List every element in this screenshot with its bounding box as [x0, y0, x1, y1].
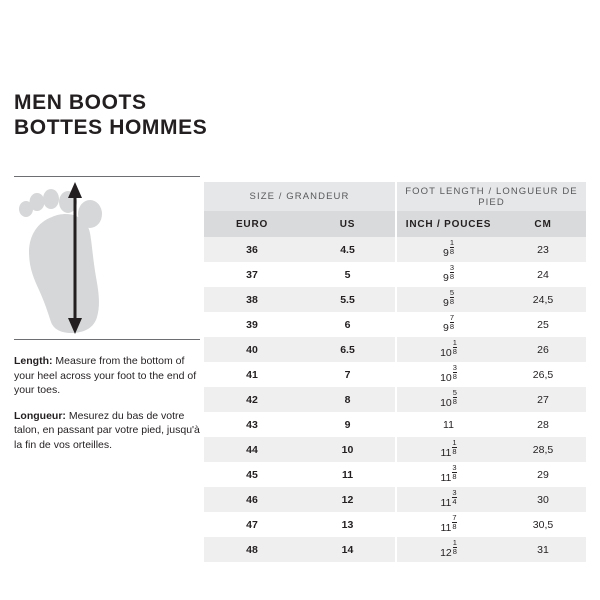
column-header-inch: INCH / POUCES	[396, 211, 500, 237]
fraction-numerator: 1	[452, 338, 457, 348]
cell-inch	[396, 337, 500, 362]
table-column-header-row	[204, 211, 586, 237]
cell-cm: 30,5	[500, 512, 586, 537]
cell-inch-whole: 11	[440, 522, 452, 535]
cell-inch	[396, 237, 500, 262]
cell-us: 6	[300, 312, 396, 337]
cell-euro: 39	[204, 312, 300, 337]
cell-inch-whole: 9	[442, 272, 449, 285]
title-line-en: MEN BOOTS	[14, 91, 147, 114]
cell-inch-fraction	[452, 489, 456, 505]
cell-inch-whole: 9	[442, 297, 449, 310]
cell-us: 9	[300, 412, 396, 437]
measurement-description	[14, 354, 200, 452]
cell-inch-fraction	[452, 464, 456, 480]
cell-inch	[396, 412, 500, 437]
description-en	[14, 354, 200, 398]
cell-inch	[396, 262, 500, 287]
fraction-denominator: 8	[449, 246, 454, 256]
cell-inch-fraction	[453, 364, 457, 380]
fraction-denominator: 8	[452, 546, 457, 556]
cell-inch-whole: 10	[440, 347, 452, 360]
cell-inch-whole: 12	[440, 547, 452, 560]
fraction-numerator: 3	[449, 263, 454, 273]
table-row	[204, 437, 586, 462]
cell-inch-fraction	[452, 514, 456, 530]
cell-cm: 25	[500, 312, 586, 337]
cell-cm: 31	[500, 537, 586, 562]
cell-us: 6.5	[300, 337, 396, 362]
cell-cm: 28	[500, 412, 586, 437]
foot-illustration-panel	[14, 176, 200, 340]
cell-euro: 40	[204, 337, 300, 362]
description-en-text: Measure from the bottom of your heel across your foot to the end of your toes.	[14, 355, 197, 396]
column-header-euro: EURO	[204, 211, 300, 237]
cell-euro: 38	[204, 287, 300, 312]
table-row	[204, 387, 586, 412]
cell-euro: 47	[204, 512, 300, 537]
fraction-denominator: 8	[452, 446, 457, 456]
cell-inch-whole: 10	[440, 397, 452, 410]
cell-inch-whole: 9	[442, 247, 449, 260]
fraction-numerator: 3	[452, 488, 457, 498]
table-row	[204, 287, 586, 312]
table-row	[204, 487, 586, 512]
cell-inch	[396, 312, 500, 337]
title-line-fr: BOTTES HOMMES	[14, 116, 208, 139]
table-row	[204, 462, 586, 487]
cell-euro: 45	[204, 462, 300, 487]
cell-euro: 46	[204, 487, 300, 512]
table-row	[204, 262, 586, 287]
cell-inch	[396, 487, 500, 512]
fraction-denominator: 8	[449, 296, 454, 306]
table-row	[204, 337, 586, 362]
cell-euro: 42	[204, 387, 300, 412]
fraction-denominator: 8	[452, 346, 457, 356]
table-group-header-row	[204, 182, 586, 211]
column-header-cm: CM	[500, 211, 586, 237]
cell-inch-whole: 11	[440, 497, 452, 510]
cell-inch	[396, 287, 500, 312]
cell-us: 5.5	[300, 287, 396, 312]
cell-inch	[396, 512, 500, 537]
fraction-numerator: 7	[452, 513, 457, 523]
cell-euro: 48	[204, 537, 300, 562]
cell-inch-fraction	[452, 439, 456, 455]
measurement-guide	[14, 176, 200, 463]
cell-cm: 26	[500, 337, 586, 362]
double-arrow-vertical-icon	[14, 176, 200, 340]
cell-inch	[396, 462, 500, 487]
cell-inch-fraction	[450, 239, 454, 255]
cell-euro: 41	[204, 362, 300, 387]
fraction-numerator: 1	[452, 538, 457, 548]
cell-euro: 37	[204, 262, 300, 287]
cell-inch	[396, 537, 500, 562]
cell-us: 5	[300, 262, 396, 287]
fraction-numerator: 1	[449, 238, 454, 248]
cell-inch-fraction	[450, 314, 454, 330]
cell-us: 10	[300, 437, 396, 462]
table-row	[204, 537, 586, 562]
cell-cm: 26,5	[500, 362, 586, 387]
fraction-numerator: 7	[449, 313, 454, 323]
cell-cm: 24,5	[500, 287, 586, 312]
fraction-numerator: 5	[452, 388, 457, 398]
cell-euro: 36	[204, 237, 300, 262]
size-table	[204, 182, 586, 562]
cell-inch-whole: 10	[440, 372, 452, 385]
fraction-numerator: 5	[449, 288, 454, 298]
group-header-size: SIZE / GRANDEUR	[204, 182, 396, 211]
cell-inch	[396, 362, 500, 387]
cell-us: 7	[300, 362, 396, 387]
column-header-us: US	[300, 211, 396, 237]
cell-inch-fraction	[453, 389, 457, 405]
cell-us: 12	[300, 487, 396, 512]
fraction-denominator: 8	[452, 471, 457, 481]
cell-inch	[396, 437, 500, 462]
cell-inch-whole: 11	[443, 418, 454, 431]
cell-euro: 43	[204, 412, 300, 437]
table-row	[204, 237, 586, 262]
cell-cm: 29	[500, 462, 586, 487]
cell-cm: 24	[500, 262, 586, 287]
fraction-denominator: 4	[452, 496, 457, 506]
cell-inch-whole: 11	[440, 447, 452, 460]
fraction-denominator: 8	[449, 271, 454, 281]
fraction-numerator: 3	[452, 363, 457, 373]
cell-us: 13	[300, 512, 396, 537]
fraction-denominator: 8	[452, 521, 457, 531]
cell-inch	[396, 387, 500, 412]
fraction-denominator: 8	[452, 371, 457, 381]
table-row	[204, 362, 586, 387]
group-header-foot-length: FOOT LENGTH / LONGUEUR DE PIED	[396, 182, 586, 211]
fraction-denominator: 8	[452, 396, 457, 406]
cell-cm: 28,5	[500, 437, 586, 462]
description-fr	[14, 409, 200, 453]
cell-cm: 23	[500, 237, 586, 262]
cell-inch-whole: 11	[440, 472, 452, 485]
description-fr-text: Mesurez du bas de votre talon, en passant par votre pied, jusqu'à la fin de vos orteilles.	[14, 409, 200, 451]
fraction-numerator: 3	[452, 463, 457, 473]
cell-cm: 30	[500, 487, 586, 512]
table-row	[204, 512, 586, 537]
fraction-numerator: 1	[452, 438, 457, 448]
cell-inch-fraction	[450, 289, 454, 305]
cell-us: 11	[300, 462, 396, 487]
fraction-denominator: 8	[449, 321, 454, 331]
description-fr-label: Longueur:	[14, 409, 66, 422]
page-title	[14, 90, 207, 140]
description-en-label: Length:	[14, 355, 53, 367]
cell-inch-whole: 9	[442, 322, 449, 335]
cell-inch-fraction	[453, 539, 457, 555]
cell-inch-fraction	[453, 339, 457, 355]
cell-us: 8	[300, 387, 396, 412]
table-row	[204, 412, 586, 437]
size-table-wrapper	[204, 182, 586, 562]
cell-euro: 44	[204, 437, 300, 462]
table-row	[204, 312, 586, 337]
cell-us: 14	[300, 537, 396, 562]
cell-cm: 27	[500, 387, 586, 412]
table-body	[204, 237, 586, 562]
cell-inch-fraction	[450, 264, 454, 280]
cell-us: 4.5	[300, 237, 396, 262]
